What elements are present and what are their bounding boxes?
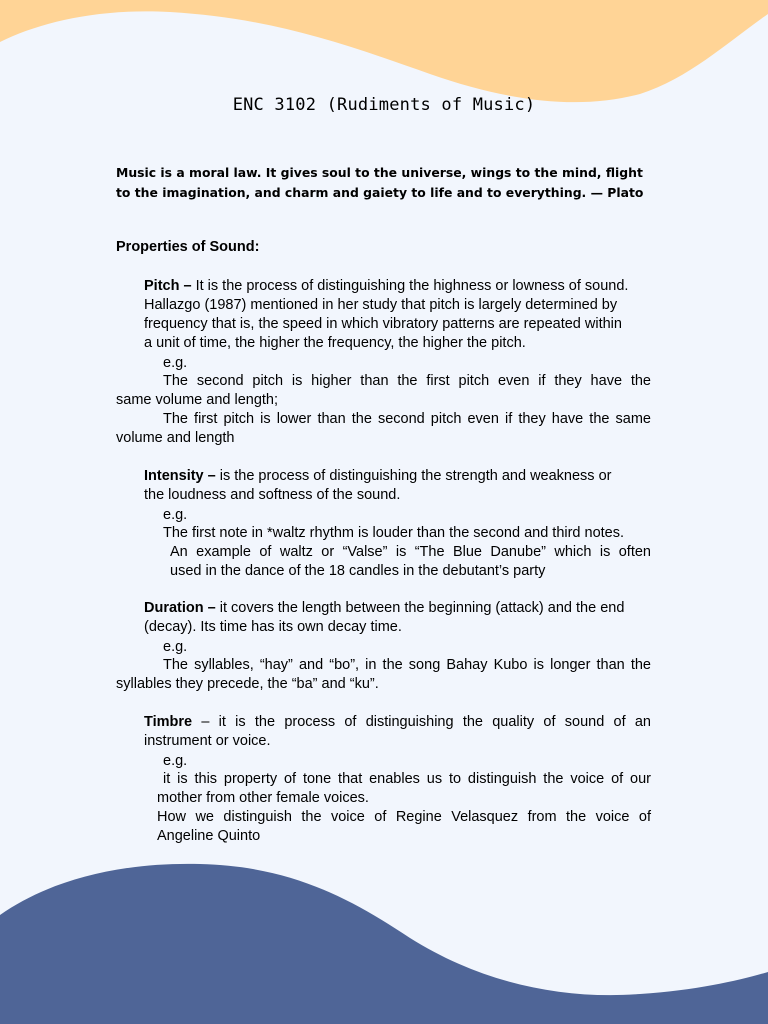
intensity-term: Intensity – (144, 468, 216, 484)
pitch-line-2: Hallazgo (1987) mentioned in her study that pitch is largely determined by (144, 297, 618, 313)
intensity-eg: e.g. (163, 507, 188, 523)
document-title: ENC 3102 (Rudiments of Music) (232, 95, 536, 115)
timbre-line-2: instrument or voice. (144, 733, 271, 749)
timbre-example-1-line-1: it is this property of tone that enables us to distinguish the voice of our (163, 771, 651, 787)
pitch-example-2-line-1: The first pitch is lower than the second pitch even if they have the same (163, 411, 651, 427)
pitch-line-3: frequency that is, the speed in which vibratory patterns are repeated within (144, 316, 622, 332)
intensity-example-1: The first note in *waltz rhythm is louder than the second and third notes. (163, 525, 625, 541)
intensity-example-2-line-1: An example of waltz or “Valse” is “The Blue Danube” which is often (170, 544, 651, 560)
pitch-line-4: a unit of time, the higher the frequency, the higher the pitch. (144, 335, 526, 351)
timbre-example-1-line-2: mother from other female voices. (157, 790, 369, 806)
pitch-term: Pitch – (144, 278, 192, 294)
timbre-definition-line (144, 713, 651, 732)
intensity-text: is the process of distinguishing the strength and weakness or (215, 468, 612, 484)
pitch-text: It is the process of distinguishing the highness or lowness of sound. (191, 278, 629, 294)
intensity-definition-line (144, 467, 611, 486)
epigraph-quote: Music is a moral law. It gives soul to the universe, wings to the mind, flight to the imagination, and charm and gaiety to life and to everything. — Plato (116, 165, 644, 200)
intensity-line-2: the loudness and softness of the sound. (144, 487, 401, 503)
timbre-term: Timbre (144, 714, 193, 730)
duration-line-2: (decay). Its time has its own decay time. (144, 619, 402, 635)
duration-term: Duration – (144, 600, 216, 616)
duration-eg: e.g. (163, 639, 188, 655)
duration-example-1-line-1: The syllables, “hay” and “bo”, in the song Bahay Kubo is longer than the (163, 657, 651, 673)
pitch-example-1-line-1: The second pitch is higher than the first pitch even if they have the (163, 373, 651, 389)
pitch-eg: e.g. (163, 355, 188, 371)
pitch-example-1-line-2: same volume and length; (116, 392, 279, 408)
timbre-example-2-line-1: How we distinguish the voice of Regine Velasquez from the voice of (157, 809, 651, 825)
pitch-example-2-line-2: volume and length (116, 430, 235, 446)
duration-text: it covers the length between the beginning (attack) and the end (215, 600, 625, 616)
timbre-text: – it is the process of distinguishing the quality of sound of an (192, 714, 651, 730)
section-heading: Properties of Sound: (116, 239, 260, 255)
timbre-example-2-line-2: Angeline Quinto (157, 828, 261, 844)
duration-example-1-line-2: syllables they precede, the “ba” and “ku”. (116, 676, 379, 692)
pitch-definition-line (144, 277, 628, 296)
duration-definition-line (144, 599, 624, 618)
timbre-eg: e.g. (163, 753, 188, 769)
intensity-example-2-line-2: used in the dance of the 18 candles in the debutant’s party (170, 563, 546, 579)
